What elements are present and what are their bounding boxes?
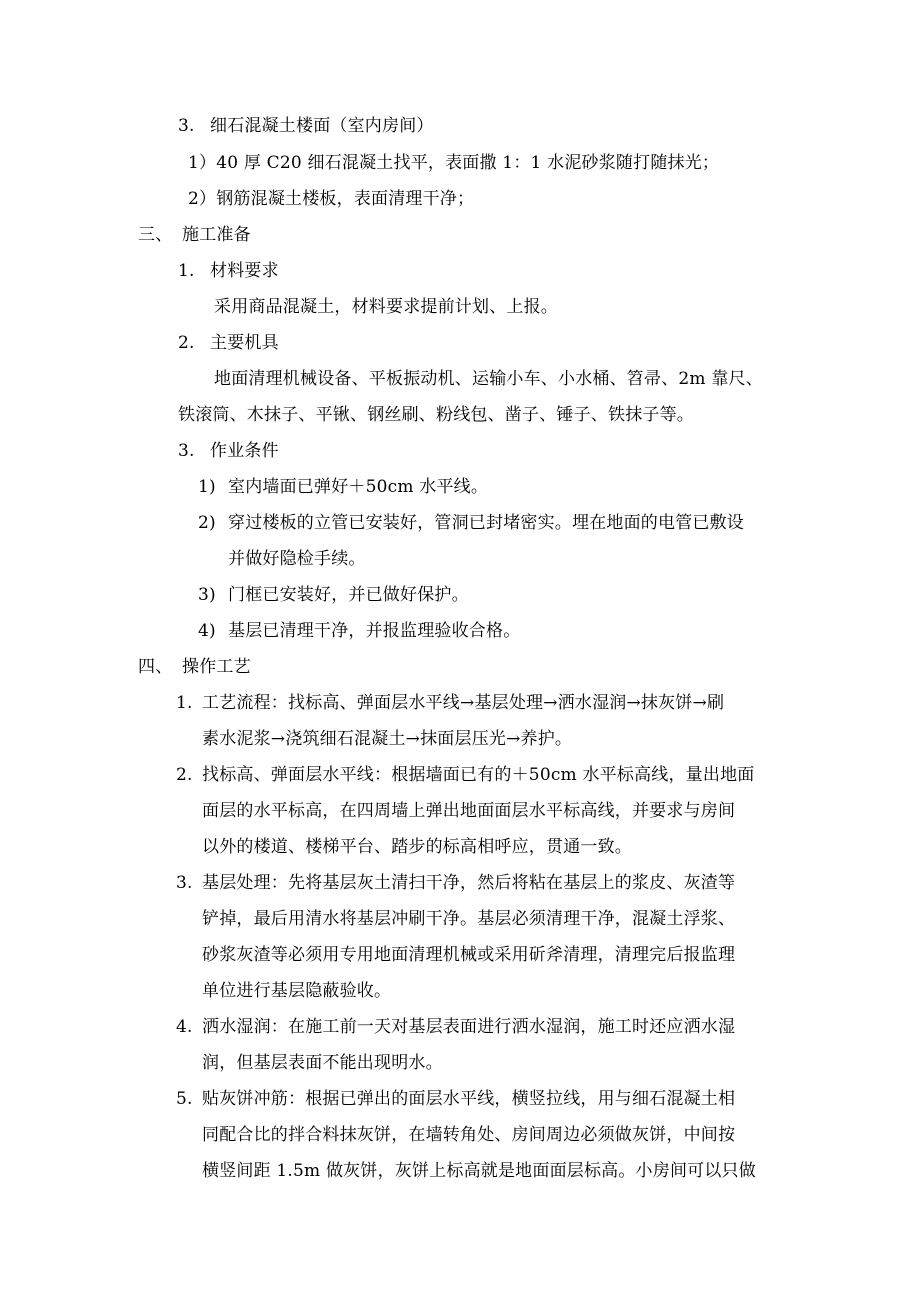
condition-item-4 [198, 620, 520, 642]
process-item-3-line-4: 单位进行基层隐蔽验收。 [202, 981, 392, 1001]
condition-text: 室内墙面已弹好＋50cm 水平线。 [228, 477, 489, 497]
condition-item-2-cont: 并做好隐检手续。 [228, 549, 366, 569]
materials-body: 采用商品混凝土，材料要求提前计划、上报。 [214, 297, 558, 317]
process-item-5 [176, 1088, 735, 1110]
process-text: 贴灰饼冲筋：根据已弹出的面层水平线，横竖拉线，用与细石混凝土相 [202, 1089, 736, 1109]
process-text: 洒水湿润：在施工前一天对基层表面进行洒水湿润，施工时还应洒水湿 [202, 1017, 736, 1037]
process-item-2 [176, 764, 754, 786]
condition-number: 3) [198, 585, 216, 605]
process-item-2-line-2: 面层的水平标高，在四周墙上弹出地面面层水平标高线，并要求与房间 [202, 801, 736, 821]
condition-text: 基层已清理干净，并报监理验收合格。 [228, 621, 521, 641]
tools-body-line-2: 铁滚筒、木抹子、平锹、钢丝刷、粉线包、凿子、锤子、铁抹子等。 [178, 405, 694, 425]
condition-item-1 [198, 476, 488, 498]
condition-number: 4) [198, 621, 216, 641]
process-item-5-line-2: 同配合比的拌合料抹灰饼，在墙转角处、房间周边必须做灰饼，中间按 [202, 1125, 736, 1145]
condition-item-3 [198, 584, 469, 606]
process-item-2-line-3: 以外的楼道、楼梯平台、踏步的标高相呼应，贯通一致。 [202, 837, 632, 857]
floor-item-2: 2）钢筋混凝土楼板，表面清理干净； [188, 189, 475, 209]
process-number: 2. [176, 765, 193, 785]
process-text: 工艺流程：找标高、弹面层水平线→基层处理→洒水湿润→抹灰饼→刷 [202, 693, 725, 713]
process-text: 基层处理：先将基层灰土清扫干净，然后将粘在基层上的浆皮、灰渣等 [202, 873, 736, 893]
section-number: 四、 [138, 657, 173, 677]
subsection-tools [178, 332, 279, 354]
condition-item-2 [198, 512, 744, 534]
process-number: 3. [176, 873, 193, 893]
subsection-text: 细石混凝土楼面（室内房间） [210, 116, 434, 136]
floor-item-1: 1）40 厚 C20 细石混凝土找平，表面撒 1：1 水泥砂浆随打随抹光； [188, 153, 720, 173]
process-number: 4. [176, 1017, 193, 1037]
process-item-3-line-2: 铲掉，最后用清水将基层冲刷干净。基层必须清理干净，混凝土浮浆、 [202, 909, 736, 929]
process-number: 5. [176, 1089, 193, 1109]
section-number: 三、 [138, 225, 173, 245]
process-item-4-line-2: 润，但基层表面不能出现明水。 [202, 1053, 443, 1073]
process-item-3-line-3: 砂浆灰渣等必须用专用地面清理机械或采用斫斧清理，清理完后报监理 [202, 945, 736, 965]
subsection-title-floor [178, 115, 434, 137]
tools-body-line-1: 地面清理机械设备、平板振动机、运输小车、小水桶、笤帚、2m 靠尺、 [214, 369, 763, 389]
process-item-3 [176, 872, 735, 894]
section-heading-preparation [138, 224, 251, 246]
section-title: 操作工艺 [182, 657, 251, 677]
section-title: 施工准备 [182, 225, 251, 245]
condition-text: 穿过楼板的立管已安装好，管洞已封堵密实。埋在地面的电管已敷设 [228, 513, 744, 533]
subsection-text: 主要机具 [210, 333, 279, 353]
subsection-conditions [178, 440, 279, 462]
process-text: 找标高、弹面层水平线：根据墙面已有的＋50cm 水平标高线，量出地面 [202, 765, 755, 785]
subsection-number: 3. [178, 116, 195, 136]
process-item-1-line-2: 素水泥浆→浇筑细石混凝土→抹面层压光→养护。 [202, 729, 573, 749]
subsection-text: 作业条件 [210, 441, 279, 461]
subsection-number: 1. [178, 261, 195, 281]
section-heading-process [138, 656, 251, 678]
subsection-number: 2. [178, 333, 195, 353]
process-item-4 [176, 1016, 735, 1038]
condition-text: 门框已安装好，并已做好保护。 [228, 585, 469, 605]
condition-number: 1) [198, 477, 216, 497]
process-item-1 [176, 692, 724, 714]
subsection-number: 3. [178, 441, 195, 461]
subsection-materials [178, 260, 279, 282]
condition-number: 2) [198, 513, 216, 533]
subsection-text: 材料要求 [210, 261, 279, 281]
process-number: 1. [176, 693, 193, 713]
process-item-5-line-3: 横竖间距 1.5m 做灰饼，灰饼上标高就是地面面层标高。小房间可以只做 [202, 1161, 756, 1181]
